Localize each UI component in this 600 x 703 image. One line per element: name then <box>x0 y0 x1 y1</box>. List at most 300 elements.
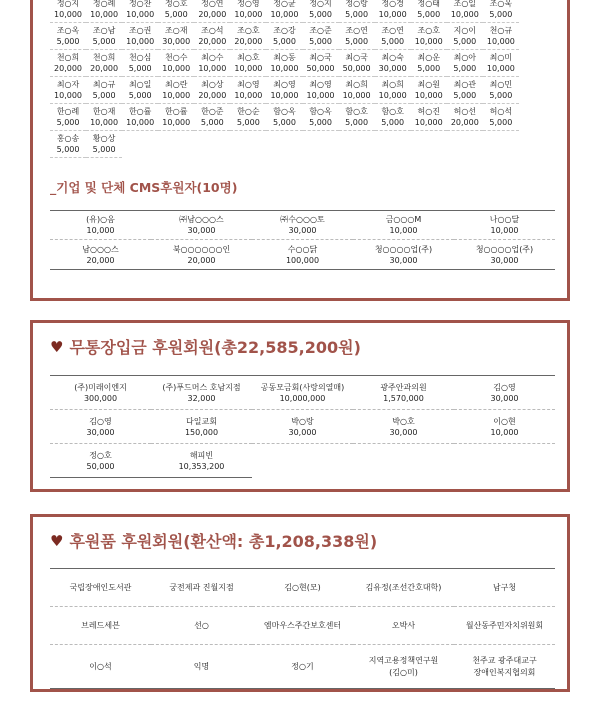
donor-cell <box>50 50 86 77</box>
donor-amount: 5,000 <box>92 37 116 46</box>
goods-donor-cell <box>151 569 252 607</box>
donor-cell <box>411 0 447 23</box>
goods-donor-name: 정○기 <box>291 661 314 671</box>
deposit-donor-cell <box>454 410 555 444</box>
donor-cell <box>194 104 230 131</box>
donor-amount: 10,000 <box>270 91 299 100</box>
donor-name: 한○준 <box>201 107 224 116</box>
donor-name: 최○상 <box>201 80 224 89</box>
donor-cell <box>230 50 266 77</box>
donor-cell <box>339 0 375 23</box>
donor-name: 조○남 <box>92 26 116 35</box>
donor-cell <box>86 0 122 23</box>
donor-cell <box>483 77 519 104</box>
donor-amount: 10,000 <box>234 91 263 100</box>
deposit-donor-cell <box>50 376 151 410</box>
goods-donor-name: 익명 <box>193 661 210 671</box>
donor-name: 조○석 <box>201 26 224 35</box>
donor-amount: 5,000 <box>128 91 152 100</box>
donor-amount: 20,000 <box>90 64 119 73</box>
goods-title <box>50 529 377 552</box>
donor-amount: 10,000 <box>90 10 119 19</box>
donor-amount: 5,000 <box>236 118 260 127</box>
donor-cell <box>411 77 447 104</box>
donor-cell <box>519 50 555 77</box>
deposit-name: 광주안과의원 <box>380 382 427 392</box>
donor-name: 조○욱 <box>489 0 513 8</box>
corporate-name: (유)○음 <box>86 215 115 224</box>
donor-amount: 30,000 <box>378 64 407 73</box>
goods-donor-cell <box>353 645 454 689</box>
donor-name: 함○호 <box>381 107 404 116</box>
donor-amount: 50,000 <box>342 64 371 73</box>
deposit-amount: 10,000 <box>490 427 519 437</box>
donor-amount: 10,000 <box>162 64 191 73</box>
donor-amount: 20,000 <box>198 10 227 19</box>
donor-name: 최○국 <box>309 53 332 62</box>
goods-donor-cell <box>454 569 555 607</box>
deposit-amount: 50,000 <box>86 461 115 471</box>
donor-cell <box>86 131 122 158</box>
donor-name: 정○호 <box>165 0 188 8</box>
donor-amount: 10,000 <box>126 118 155 127</box>
donor-amount: 10,000 <box>234 64 263 73</box>
goods-donor-name: 이○석 <box>89 661 112 671</box>
deposit-amount: 32,000 <box>187 393 216 403</box>
donor-name: 최○민 <box>489 80 513 89</box>
corporate-donor-cell <box>50 240 151 269</box>
donor-amount: 5,000 <box>345 10 369 19</box>
donor-amount: 5,000 <box>56 145 80 154</box>
donor-amount: 5,000 <box>164 10 188 19</box>
deposit-amount: 30,000 <box>389 427 418 437</box>
donor-cell <box>194 0 230 23</box>
corporate-amount: 10,000 <box>86 226 115 235</box>
donor-cell <box>339 77 375 104</box>
individual-cms-panel <box>30 0 570 301</box>
deposit-name: 박○호 <box>392 416 415 426</box>
corporate-donor-cell <box>454 240 555 269</box>
donor-name: 최○수 <box>201 53 224 62</box>
corporate-donor-cell <box>252 240 353 269</box>
deposit-amount: 30,000 <box>288 427 317 437</box>
donor-cell <box>158 50 194 77</box>
goods-donor-panel <box>30 514 570 692</box>
donor-amount: 10,000 <box>54 91 83 100</box>
donor-name: 허○석 <box>489 107 513 116</box>
donor-cell <box>194 77 230 104</box>
donor-name: 최○규 <box>92 80 116 89</box>
donor-amount: 5,000 <box>200 118 224 127</box>
donor-name: 최○동 <box>273 53 296 62</box>
donor-amount: 5,000 <box>489 118 513 127</box>
donor-amount: 10,000 <box>126 10 155 19</box>
donor-cell <box>411 50 447 77</box>
donor-name: 조○재 <box>165 26 188 35</box>
donor-amount: 10,000 <box>90 118 119 127</box>
donor-name: 조○연 <box>345 26 368 35</box>
donor-amount: 5,000 <box>381 37 405 46</box>
donor-amount: 5,000 <box>453 64 477 73</box>
donor-name: 최○관 <box>453 80 477 89</box>
donor-amount: 10,000 <box>378 10 407 19</box>
corporate-donor-cell <box>50 211 151 240</box>
donor-amount: 10,000 <box>486 64 515 73</box>
goods-donor-cell <box>50 645 151 689</box>
corporate-amount: 30,000 <box>288 226 317 235</box>
donor-cell <box>483 23 519 50</box>
goods-donor-name: 지역고용정책연구원 <box>368 655 439 665</box>
donor-amount: 10,000 <box>342 91 371 100</box>
corporate-donor-cell <box>151 211 252 240</box>
heart-icon: ♥ <box>50 531 64 550</box>
donor-cell <box>303 104 339 131</box>
donor-cell <box>122 50 158 77</box>
donor-amount: 10,000 <box>270 10 299 19</box>
deposit-name: 김○영 <box>89 416 112 426</box>
donor-name: 최○호 <box>237 53 260 62</box>
corporate-donor-table <box>50 210 555 270</box>
donor-name: 정○태 <box>417 0 440 8</box>
donor-name: 함○옥 <box>273 107 296 116</box>
donor-cell <box>519 77 555 104</box>
deposit-amount: 10,000,000 <box>279 393 326 403</box>
donor-name: 최○란 <box>165 80 188 89</box>
donor-name: 정○찬 <box>128 0 152 8</box>
donor-amount: 10,000 <box>198 64 227 73</box>
donor-amount: 5,000 <box>381 118 405 127</box>
donor-name: 정○경 <box>381 0 404 8</box>
donor-name: 한○순 <box>237 107 260 116</box>
donor-cell <box>339 23 375 50</box>
donor-cell <box>86 77 122 104</box>
deposit-donor-cell <box>353 410 454 444</box>
donor-cell <box>230 0 266 23</box>
donor-amount: 20,000 <box>234 37 263 46</box>
donor-cell <box>230 23 266 50</box>
donor-name: 조○준 <box>309 26 332 35</box>
donor-amount: 5,000 <box>489 91 513 100</box>
deposit-donor-cell <box>151 410 252 444</box>
deposit-donor-cell <box>252 410 353 444</box>
goods-donor-cell <box>151 607 252 645</box>
goods-donor-cell <box>252 607 353 645</box>
donor-amount: 5,000 <box>309 118 332 127</box>
deposit-empty-cell <box>454 444 555 478</box>
donor-cell <box>447 50 483 77</box>
goods-donor-cell <box>50 607 151 645</box>
donor-name: 조○강 <box>273 26 296 35</box>
deposit-empty-cell <box>353 444 454 478</box>
donor-name: 정○지 <box>56 0 80 8</box>
deposit-name: (주)미래이엔지 <box>74 382 127 392</box>
goods-donor-name: 남구청 <box>492 582 517 592</box>
donor-cell <box>194 50 230 77</box>
donor-cell <box>519 0 555 23</box>
corporate-donor-cell <box>454 211 555 240</box>
deposit-amount: 10,353,200 <box>178 461 225 471</box>
donor-name: 정○영 <box>237 0 260 8</box>
donor-cell <box>339 104 375 131</box>
donor-cell <box>375 0 411 23</box>
donor-amount: 20,000 <box>54 64 83 73</box>
donor-name: 최○영 <box>237 80 260 89</box>
goods-donor-name: (김○미) <box>389 667 418 677</box>
goods-donor-cell <box>252 645 353 689</box>
donor-amount: 5,000 <box>56 37 80 46</box>
corporate-cms-title: _기업 및 단체 CMS후원자(10명) <box>50 180 238 195</box>
donor-name: 최○희 <box>345 80 368 89</box>
goods-donor-cell <box>454 607 555 645</box>
donor-name: 정○연 <box>201 0 224 8</box>
deposit-amount: 300,000 <box>83 393 118 403</box>
deposit-name: 김○영 <box>493 382 516 392</box>
corporate-amount: 20,000 <box>187 255 216 265</box>
donor-amount: 5,000 <box>489 10 513 19</box>
goods-donor-name: 장애인복지협의회 <box>473 667 536 677</box>
donor-amount: 5,000 <box>417 64 441 73</box>
donor-amount: 20,000 <box>450 118 479 127</box>
donor-cell <box>447 77 483 104</box>
donor-cell <box>86 104 122 131</box>
corporate-amount: 30,000 <box>187 226 216 235</box>
donor-amount: 5,000 <box>345 37 369 46</box>
deposit-name: 이○현 <box>493 416 516 426</box>
donor-cell <box>158 104 194 131</box>
donor-name: 지○이 <box>453 26 477 35</box>
goods-donor-name: 국립장애인도서관 <box>69 582 132 592</box>
donor-name: 조○권 <box>128 26 152 35</box>
donor-cell <box>375 23 411 50</box>
deposit-name: (주)푸드머스 호남지점 <box>162 382 241 392</box>
donor-name: 정○랑 <box>345 0 368 8</box>
donor-amount: 10,000 <box>378 91 407 100</box>
donor-amount: 10,000 <box>450 10 479 19</box>
donor-cell <box>266 104 302 131</box>
deposit-name: 다일교회 <box>186 416 217 426</box>
donor-name: 황○상 <box>92 134 116 143</box>
corporate-name: 수○○닭 <box>287 244 318 254</box>
individual-donor-grid <box>50 0 555 158</box>
corporate-amount: 30,000 <box>490 255 519 265</box>
donor-cell <box>375 50 411 77</box>
donor-name: 조○호 <box>237 26 260 35</box>
donor-cell <box>122 104 158 131</box>
donor-name: 천○심 <box>128 53 152 62</box>
donor-cell <box>303 23 339 50</box>
donor-cell <box>519 23 555 50</box>
donor-amount: 20,000 <box>198 91 227 100</box>
donor-amount: 10,000 <box>486 37 515 46</box>
donor-amount: 10,000 <box>162 91 191 100</box>
donor-amount: 10,000 <box>234 10 263 19</box>
donor-name: 한○재 <box>92 107 116 116</box>
donor-amount: 5,000 <box>128 64 152 73</box>
corporate-donor-cell <box>252 211 353 240</box>
deposit-amount: 1,570,000 <box>383 393 424 403</box>
goods-donor-name: 브레드세븐 <box>81 620 120 630</box>
donor-cell <box>411 104 447 131</box>
donor-name: 최○일 <box>128 80 152 89</box>
goods-donor-name: 김유정(조선간호대학) <box>365 582 442 592</box>
donor-name: 홍○송 <box>56 134 80 143</box>
donor-cell <box>266 0 302 23</box>
donor-name: 조○호 <box>417 26 440 35</box>
donor-amount: 5,000 <box>273 37 296 46</box>
donor-name: 최○국 <box>345 53 368 62</box>
donor-amount: 20,000 <box>198 37 227 46</box>
donor-name: 천○수 <box>165 53 188 62</box>
donor-cell <box>230 77 266 104</box>
donor-amount: 5,000 <box>273 118 296 127</box>
donor-amount: 5,000 <box>345 118 369 127</box>
donor-cell <box>50 131 86 158</box>
corporate-name: 청○○○○업(주) <box>475 244 534 254</box>
deposit-donor-cell <box>50 444 151 478</box>
donor-amount: 5,000 <box>309 37 332 46</box>
deposit-donor-cell <box>353 376 454 410</box>
goods-donor-name: 궁전제과 진월지점 <box>169 582 234 592</box>
donor-cell <box>158 23 194 50</box>
donor-cell <box>447 0 483 23</box>
donor-amount: 5,000 <box>56 118 80 127</box>
deposit-title <box>50 335 361 358</box>
goods-donor-cell <box>353 607 454 645</box>
corporate-amount: 100,000 <box>285 255 320 265</box>
donor-amount: 5,000 <box>92 91 116 100</box>
deposit-donor-cell <box>50 410 151 444</box>
corporate-donor-cell <box>353 211 454 240</box>
corporate-name: 남○○○스 <box>82 244 119 254</box>
donor-name: 최○미 <box>489 53 513 62</box>
corporate-donor-cell <box>151 240 252 269</box>
donor-cell <box>158 77 194 104</box>
goods-donor-name: 월산동주민자치위원회 <box>465 620 544 630</box>
deposit-donor-panel <box>30 320 570 492</box>
donor-cell <box>266 23 302 50</box>
corporate-amount: 10,000 <box>389 226 418 235</box>
deposit-donor-cell <box>252 376 353 410</box>
donor-cell <box>303 77 339 104</box>
donor-name: 천○규 <box>489 26 513 35</box>
donor-name: 최○자 <box>56 80 80 89</box>
goods-donor-name: 김○현(모) <box>284 582 321 592</box>
donor-name: 한○례 <box>56 107 80 116</box>
corporate-donor-cell <box>353 240 454 269</box>
donor-cell <box>303 50 339 77</box>
donor-name: 허○선 <box>453 107 477 116</box>
goods-donor-name: 선○ <box>194 620 209 630</box>
donor-name: 최○희 <box>381 80 404 89</box>
donor-name: 함○호 <box>345 107 368 116</box>
donor-cell <box>194 23 230 50</box>
corporate-name: 나○○달 <box>489 215 520 224</box>
donor-cell <box>266 50 302 77</box>
deposit-amount: 30,000 <box>490 393 519 403</box>
corporate-name: 북○○○○○○인 <box>172 244 231 254</box>
donor-amount: 5,000 <box>417 10 441 19</box>
donor-cell <box>483 0 519 23</box>
donor-amount: 5,000 <box>453 37 477 46</box>
donor-name: 최○운 <box>417 53 440 62</box>
donor-cell <box>86 50 122 77</box>
deposit-donor-cell <box>151 444 252 478</box>
goods-donor-name: 오박사 <box>391 620 416 630</box>
deposit-donor-cell <box>151 376 252 410</box>
donor-cell <box>50 23 86 50</box>
deposit-name: 박○랑 <box>291 416 314 426</box>
deposit-empty-cell <box>252 444 353 478</box>
donor-name: 최○아 <box>453 53 477 62</box>
deposit-donor-cell <box>454 376 555 410</box>
donor-amount: 30,000 <box>162 37 191 46</box>
donor-cell <box>339 50 375 77</box>
donor-amount: 10,000 <box>414 37 443 46</box>
donor-amount: 10,000 <box>270 64 299 73</box>
donor-cell <box>158 0 194 23</box>
donor-name: 최○숙 <box>381 53 404 62</box>
donor-name: 정○례 <box>92 0 116 8</box>
corporate-name: 금○○○M <box>385 215 422 224</box>
deposit-donor-table <box>50 375 555 478</box>
donor-name: 최○영 <box>273 80 296 89</box>
corporate-amount: 20,000 <box>86 255 115 265</box>
deposit-name: 공동모금회(사랑의열매) <box>260 382 345 392</box>
donor-amount: 10,000 <box>54 10 83 19</box>
donor-cell <box>447 23 483 50</box>
donor-name: 천○희 <box>56 53 80 62</box>
donor-cell <box>50 104 86 131</box>
donor-cell <box>122 23 158 50</box>
donor-cell <box>519 104 555 131</box>
donor-cell <box>303 0 339 23</box>
donor-cell <box>375 104 411 131</box>
donor-cell <box>375 77 411 104</box>
donor-amount: 10,000 <box>126 37 155 46</box>
goods-donor-cell <box>353 569 454 607</box>
donor-cell <box>50 77 86 104</box>
donor-name: 한○률 <box>165 107 188 116</box>
donor-amount: 10,000 <box>162 118 191 127</box>
donor-cell <box>411 23 447 50</box>
donor-amount: 10,000 <box>306 91 335 100</box>
donor-cell <box>122 77 158 104</box>
deposit-name: 정○호 <box>89 450 112 460</box>
deposit-amount: 150,000 <box>184 427 219 437</box>
goods-donor-table <box>50 568 555 689</box>
goods-donor-cell <box>454 645 555 689</box>
goods-donor-cell <box>151 645 252 689</box>
donor-name: 허○진 <box>417 107 440 116</box>
corporate-amount: 10,000 <box>490 226 519 235</box>
deposit-amount: 30,000 <box>86 427 115 437</box>
goods-donor-cell <box>252 569 353 607</box>
donor-amount: 5,000 <box>92 145 116 154</box>
goods-title-text: 후원품 후원회원(환산액: 총1,208,338원) <box>69 532 378 551</box>
donor-amount: 50,000 <box>306 64 335 73</box>
donor-cell <box>266 77 302 104</box>
donor-name: 정○균 <box>273 0 296 8</box>
goods-donor-cell <box>50 569 151 607</box>
heart-icon: ♥ <box>50 337 64 356</box>
donor-name: 함○옥 <box>309 107 332 116</box>
donor-name: 최○원 <box>417 80 440 89</box>
donor-amount: 10,000 <box>414 91 443 100</box>
donor-name: 조○옥 <box>56 26 80 35</box>
donor-cell <box>230 104 266 131</box>
donor-name: 한○률 <box>128 107 152 116</box>
donor-name: 천○희 <box>92 53 116 62</box>
